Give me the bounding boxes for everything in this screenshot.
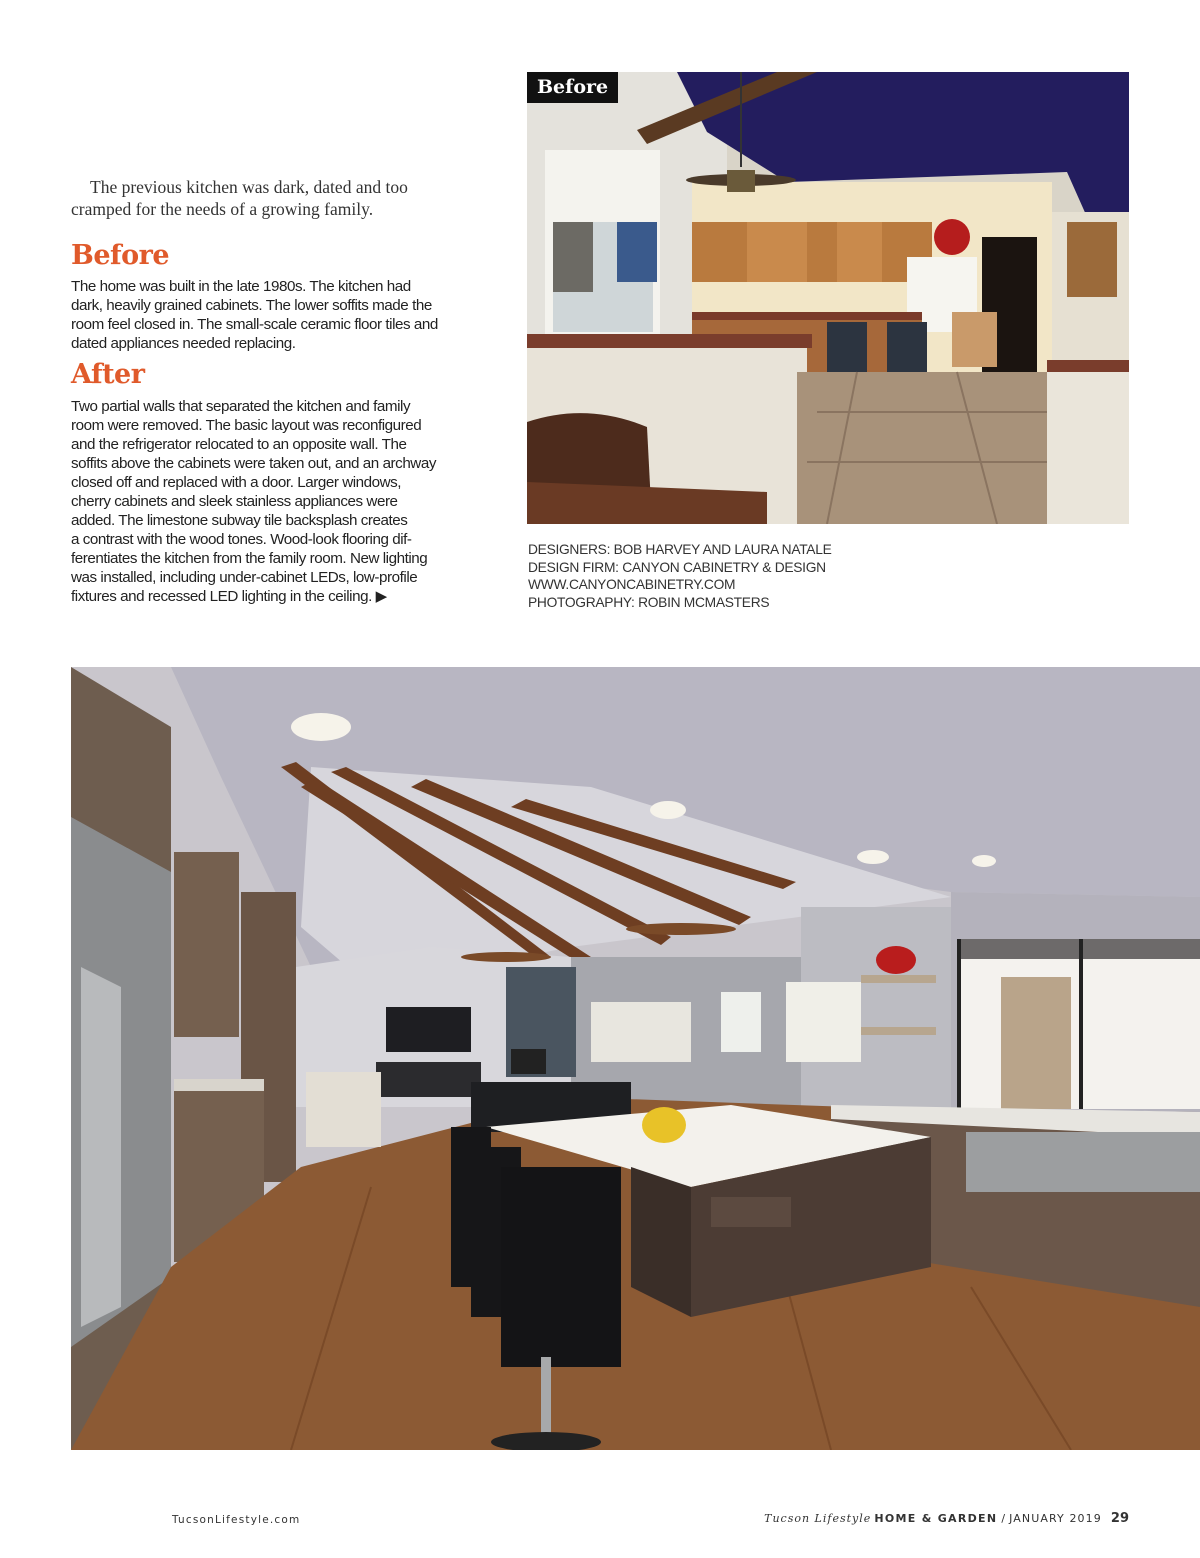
after-line: and the refrigerator relocated to an opposite wall. The	[71, 436, 407, 453]
credit-website: WWW.CANYONCABINETRY.COM	[528, 577, 736, 593]
before-line: room feel closed in. The small-scale ceramic floor tiles and	[71, 316, 438, 333]
after-line: room were removed. The basic layout was reconfigured	[71, 417, 422, 434]
before-body	[71, 277, 491, 353]
before-line: The home was built in the late 1980s. The kitchen had	[71, 278, 411, 295]
footer-website: TucsonLifestyle.com	[172, 1514, 301, 1526]
before-heading: Before	[71, 240, 170, 271]
footer-magazine-name: Tucson Lifestyle	[764, 1512, 872, 1525]
after-body	[71, 397, 491, 606]
credit-design-firm: DESIGN FIRM: CANYON CABINETRY & DESIGN	[528, 559, 826, 575]
after-line: was installed, including under-cabinet LEDs, low-profile	[71, 569, 418, 586]
before-kitchen-photo	[527, 72, 1129, 524]
credit-photography: PHOTOGRAPHY: ROBIN MCMASTERS	[528, 595, 770, 611]
credit-designers: DESIGNERS: BOB HARVEY AND LAURA NATALE	[528, 542, 832, 557]
before-line: dark, heavily grained cabinets. The lower soffits made the	[71, 297, 432, 314]
after-line: added. The limestone subway tile backsplash creates	[71, 512, 408, 529]
after-line: a contrast with the wood tones. Wood-look flooring dif-	[71, 531, 412, 548]
before-line: dated appliances needed replacing.	[71, 335, 296, 352]
footer-section-name: HOME & GARDEN	[874, 1512, 998, 1525]
before-photo-label: Before	[527, 72, 618, 103]
after-line: ferentiates the kitchen from the family room. New lighting	[71, 550, 428, 567]
after-line: closed off and replaced with a door. Larger windows,	[71, 474, 402, 491]
after-line: soffits above the cabinets were taken out, and an archway	[71, 455, 436, 472]
after-line: Two partial walls that separated the kitchen and family	[71, 398, 411, 415]
footer-issue-date: JANUARY 2019	[1009, 1512, 1102, 1525]
footer-folio	[764, 1511, 1129, 1526]
after-kitchen-photo	[71, 667, 1200, 1450]
after-heading: After	[71, 359, 145, 390]
after-line: fixtures and recessed LED lighting in the ceiling. ▶	[71, 588, 387, 605]
footer-separator: /	[1001, 1512, 1006, 1525]
after-line: cherry cabinets and sleek stainless appliances were	[71, 493, 398, 510]
page-number: 29	[1110, 1511, 1129, 1526]
intro-paragraph: The previous kitchen was dark, dated and too cramped for the needs of a growing family.	[71, 177, 408, 219]
photo-credits	[528, 541, 831, 612]
